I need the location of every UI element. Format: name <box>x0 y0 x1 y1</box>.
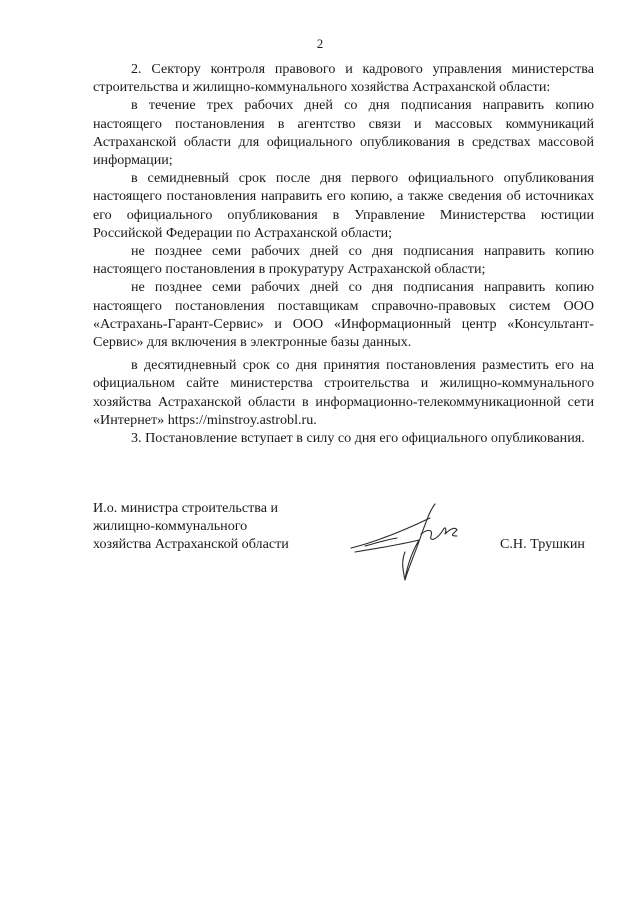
page-number: 2 <box>316 36 324 51</box>
paragraph-ministry-of-justice: в семидневный срок после дня первого официального опубликования настоящего постановления направить его копию, а также сведения об источниках его официального опубликования в Управление Министерства юстиции Российской Федерации по Астраханской области; <box>93 170 594 241</box>
paragraph-item-3: 3. Постановление вступает в силу со дня его официального опубликования. <box>131 430 585 447</box>
signatory-title-line: жилищно-коммунального <box>93 518 248 535</box>
signatory-title-line: хозяйства Астраханской области <box>93 536 289 553</box>
document-body <box>93 60 594 447</box>
paragraph-item-2: 2. Сектору контроля правового и кадрового управления министерства строительства и жилищно-коммунального хозяйства Астраханской области: <box>93 61 594 96</box>
paragraph-prosecutor: не позднее семи рабочих дней со дня подписания направить копию настоящего постановления в прокуратуру Астраханской области; <box>93 243 594 278</box>
signatory-title <box>93 499 333 554</box>
signatory-title-line: И.о. министра строительства и <box>93 500 279 516</box>
paragraph-publication-media: в течение трех рабочих дней со дня подписания направить копию настоящего постановления в агентство связи и массовых коммуникаций Астраханской области для официального опубликования в средствах массовой информации; <box>93 97 594 169</box>
paragraph-website: в десятидневный срок со дня принятия постановления разместить его на официальном сайте министерства строительства и жилищно-коммунального хозяйства Астраханской области в информационно-телекоммуникационной сети «Интернет» https://minstroy.astrobl.ru. <box>93 357 594 428</box>
handwritten-signature <box>345 500 470 585</box>
paragraph-legal-systems: не позднее семи рабочих дней со дня подписания направить копию настоящего постановления поставщикам справочно-правовых систем ООО «Астрахань-Гарант-Сервис» и ООО «Информационный центр «Консультант-Сервис» для включения в электронные базы данных. <box>93 279 594 351</box>
signatory-name: С.Н. Трушкин <box>500 536 585 552</box>
